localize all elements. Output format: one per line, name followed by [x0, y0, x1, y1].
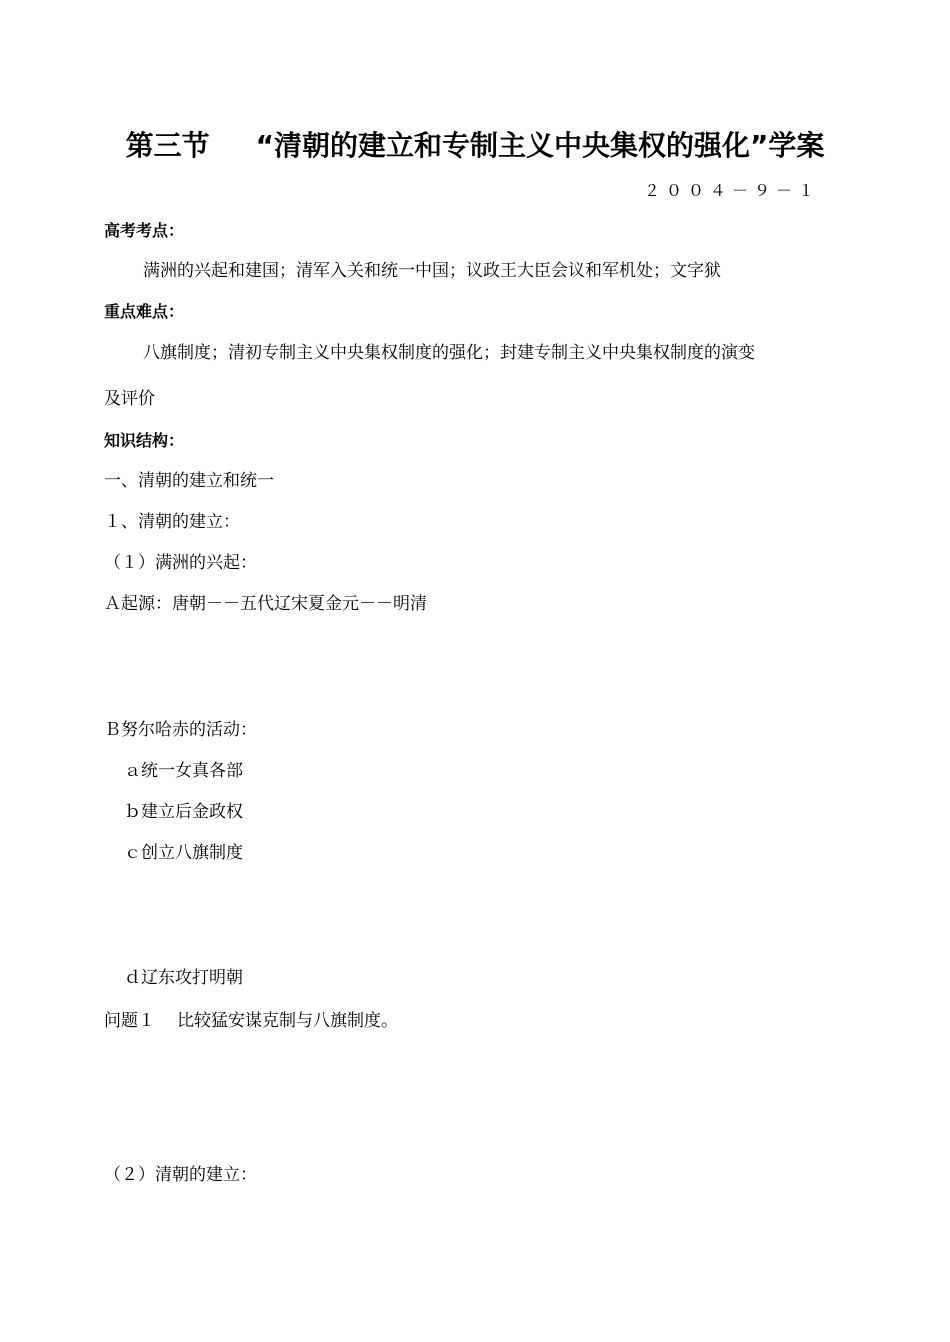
activity-item: ａ统一女真各部	[124, 761, 243, 781]
document-date: ２００４－９－１	[644, 181, 821, 200]
exam-points-label: 高考考点：	[104, 221, 185, 240]
outline-item-one: １、清朝的建立：	[104, 512, 240, 532]
exam-points-text: 满洲的兴起和建国；清军入关和统一中国；议政王大臣会议和军机处；文字狱	[143, 261, 721, 281]
document-title	[0, 126, 950, 166]
outline-part-one: 一、清朝的建立和统一	[104, 471, 274, 491]
outline-b-activities: Ｂ努尔哈赤的活动：	[104, 720, 257, 740]
activity-item: ｃ创立八旗制度	[124, 843, 243, 863]
key-points-label: 重点难点：	[104, 302, 185, 321]
activity-item: ｄ辽东攻打明朝	[124, 968, 243, 988]
key-points-text-line1: 八旗制度；清初专制主义中央集权制度的强化；封建专制主义中央集权制度的演变	[143, 343, 755, 363]
question-text: 比较猛安谋克制与八旗制度。	[177, 1011, 398, 1031]
outline-sub-one: （１）满洲的兴起：	[104, 553, 257, 573]
title-section-number: 第三节	[125, 129, 210, 162]
outline-a-origin: Ａ起源：唐朝－－五代辽宋夏金元－－明清	[104, 594, 427, 614]
key-points-text-line2: 及评价	[104, 389, 155, 409]
outline-sub-two: （２）清朝的建立：	[104, 1165, 257, 1185]
structure-label: 知识结构：	[104, 431, 185, 450]
question-label: 问题１	[104, 1011, 155, 1031]
title-text: “清朝的建立和专制主义中央集权的强化”学案	[255, 129, 825, 162]
question-one	[104, 1011, 398, 1031]
activity-item: ｂ建立后金政权	[124, 802, 243, 822]
